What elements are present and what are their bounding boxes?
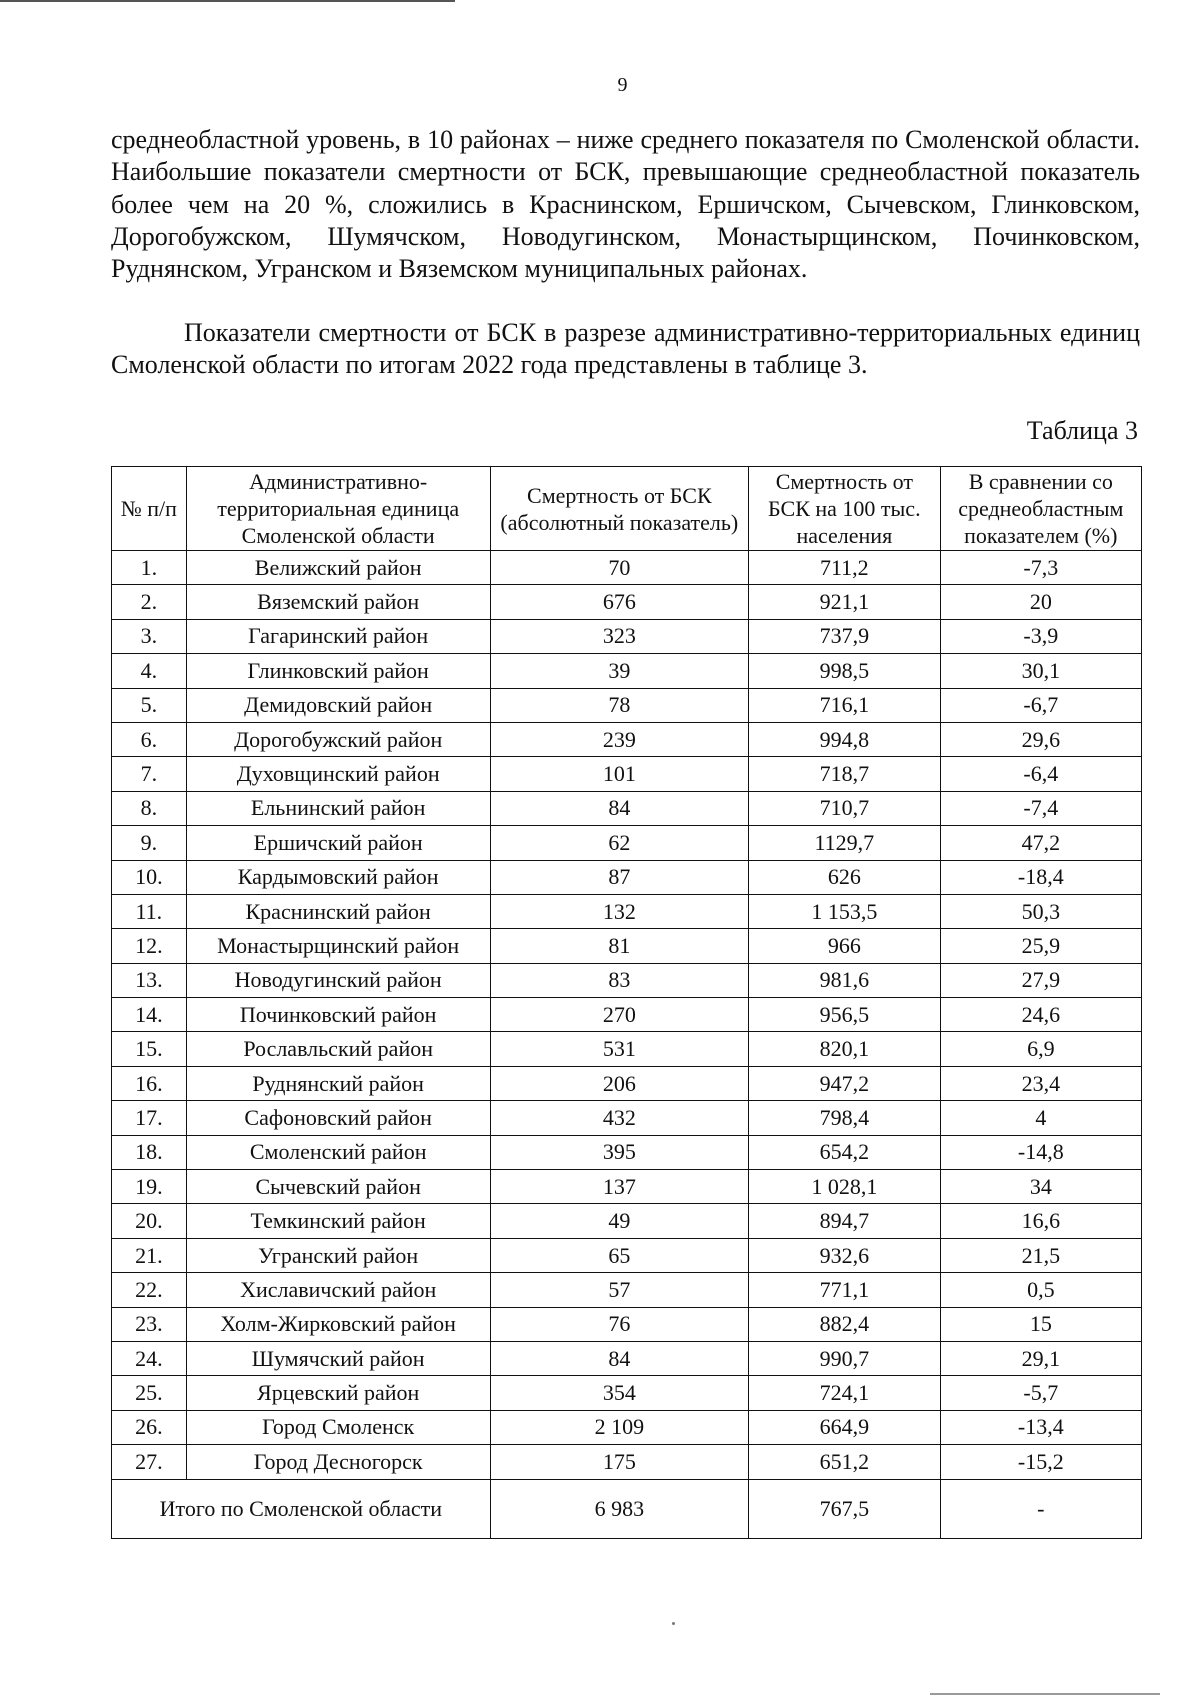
row-number: 19. [112,1170,187,1204]
row-comparison: -14,8 [940,1135,1141,1169]
row-number: 21. [112,1238,187,1272]
row-comparison: 20 [940,585,1141,619]
row-number: 17. [112,1101,187,1135]
row-mortality-rate: 994,8 [749,722,941,756]
mortality-table [111,466,1142,1539]
table-row [112,1445,1142,1479]
header-comparison: В сравнении со среднеобластным показателем (%) [940,467,1141,551]
row-absolute-mortality: 676 [490,585,748,619]
row-absolute-mortality: 39 [490,654,748,688]
table-row [112,585,1142,619]
row-absolute-mortality: 354 [490,1376,748,1410]
row-mortality-rate: 998,5 [749,654,941,688]
header-mortality-rate: Смертность от БСК на 100 тыс. населения [749,467,941,551]
row-comparison: 29,1 [940,1341,1141,1375]
row-number: 3. [112,619,187,653]
row-comparison: 34 [940,1170,1141,1204]
row-absolute-mortality: 132 [490,894,748,928]
row-comparison: 0,5 [940,1273,1141,1307]
row-territorial-unit: Вяземский район [186,585,490,619]
header-territorial-unit: Административно-территориальная единица Смоленской области [186,467,490,551]
row-territorial-unit: Починковский район [186,998,490,1032]
row-mortality-rate: 990,7 [749,1341,941,1375]
header-absolute-mortality: Смертность от БСК (абсолютный показатель) [490,467,748,551]
row-mortality-rate: 716,1 [749,688,941,722]
row-territorial-unit: Демидовский район [186,688,490,722]
table-body [112,551,1142,1480]
row-number: 5. [112,688,187,722]
row-absolute-mortality: 270 [490,998,748,1032]
table-row [112,1410,1142,1444]
scan-bottom-mark [930,1693,1160,1695]
table-row [112,894,1142,928]
row-number: 27. [112,1445,187,1479]
table-row [112,1273,1142,1307]
row-absolute-mortality: 432 [490,1101,748,1135]
table-row [112,860,1142,894]
row-absolute-mortality: 395 [490,1135,748,1169]
row-mortality-rate: 651,2 [749,1445,941,1479]
row-comparison: -18,4 [940,860,1141,894]
table-row [112,826,1142,860]
row-mortality-rate: 1129,7 [749,826,941,860]
row-absolute-mortality: 78 [490,688,748,722]
header-number: № п/п [112,467,187,551]
row-territorial-unit: Ярцевский район [186,1376,490,1410]
row-absolute-mortality: 81 [490,929,748,963]
row-absolute-mortality: 239 [490,722,748,756]
row-absolute-mortality: 65 [490,1238,748,1272]
row-territorial-unit: Краснинский район [186,894,490,928]
row-comparison: 27,9 [940,963,1141,997]
row-absolute-mortality: 175 [490,1445,748,1479]
row-number: 6. [112,722,187,756]
row-territorial-unit: Холм-Жирковский район [186,1307,490,1341]
row-mortality-rate: 947,2 [749,1066,941,1100]
row-absolute-mortality: 87 [490,860,748,894]
row-absolute-mortality: 70 [490,551,748,585]
row-mortality-rate: 894,7 [749,1204,941,1238]
row-mortality-rate: 711,2 [749,551,941,585]
table-row [112,654,1142,688]
table-row [112,963,1142,997]
total-label: Итого по Смоленской области [112,1479,491,1538]
row-number: 25. [112,1376,187,1410]
row-mortality-rate: 956,5 [749,998,941,1032]
row-territorial-unit: Ельнинский район [186,791,490,825]
row-number: 24. [112,1341,187,1375]
total-row [112,1479,1142,1538]
row-comparison: 25,9 [940,929,1141,963]
row-absolute-mortality: 531 [490,1032,748,1066]
row-absolute-mortality: 206 [490,1066,748,1100]
row-comparison: -7,3 [940,551,1141,585]
table-row [112,551,1142,585]
row-comparison: -5,7 [940,1376,1141,1410]
row-absolute-mortality: 137 [490,1170,748,1204]
total-comparison: - [940,1479,1141,1538]
table-row [112,1307,1142,1341]
row-territorial-unit: Ершичский район [186,826,490,860]
row-territorial-unit: Город Смоленск [186,1410,490,1444]
row-number: 1. [112,551,187,585]
row-comparison: 30,1 [940,654,1141,688]
row-mortality-rate: 724,1 [749,1376,941,1410]
row-comparison: 21,5 [940,1238,1141,1272]
row-number: 8. [112,791,187,825]
total-rate: 767,5 [749,1479,941,1538]
row-absolute-mortality: 2 109 [490,1410,748,1444]
row-number: 13. [112,963,187,997]
row-territorial-unit: Гагаринский район [186,619,490,653]
row-territorial-unit: Рославльский район [186,1032,490,1066]
page-number: 9 [617,74,628,96]
row-number: 23. [112,1307,187,1341]
table-row [112,1101,1142,1135]
row-territorial-unit: Монастырщинский район [186,929,490,963]
row-territorial-unit: Глинковский район [186,654,490,688]
row-territorial-unit: Кардымовский район [186,860,490,894]
row-mortality-rate: 882,4 [749,1307,941,1341]
scan-top-rule [0,0,455,2]
row-number: 18. [112,1135,187,1169]
table-row [112,929,1142,963]
table-row [112,722,1142,756]
row-comparison: 6,9 [940,1032,1141,1066]
row-mortality-rate: 932,6 [749,1238,941,1272]
row-comparison: -15,2 [940,1445,1141,1479]
table-row [112,998,1142,1032]
row-number: 22. [112,1273,187,1307]
row-number: 14. [112,998,187,1032]
row-territorial-unit: Угранский район [186,1238,490,1272]
row-absolute-mortality: 62 [490,826,748,860]
table-row [112,1135,1142,1169]
row-comparison: 50,3 [940,894,1141,928]
row-comparison: 4 [940,1101,1141,1135]
row-comparison: -13,4 [940,1410,1141,1444]
row-mortality-rate: 710,7 [749,791,941,825]
table-row [112,1066,1142,1100]
table-row [112,1341,1142,1375]
table-row [112,1204,1142,1238]
row-absolute-mortality: 57 [490,1273,748,1307]
scan-dot [672,1622,675,1625]
row-number: 2. [112,585,187,619]
row-absolute-mortality: 76 [490,1307,748,1341]
row-mortality-rate: 664,9 [749,1410,941,1444]
table-row [112,1032,1142,1066]
table-row [112,757,1142,791]
row-comparison: -6,4 [940,757,1141,791]
table-row [112,1376,1142,1410]
row-territorial-unit: Город Десногорск [186,1445,490,1479]
row-comparison: 16,6 [940,1204,1141,1238]
row-mortality-rate: 1 153,5 [749,894,941,928]
row-comparison: -7,4 [940,791,1141,825]
row-absolute-mortality: 84 [490,791,748,825]
table-row [112,1238,1142,1272]
total-absolute: 6 983 [490,1479,748,1538]
table-header-row [112,467,1142,551]
row-territorial-unit: Духовщинский район [186,757,490,791]
row-territorial-unit: Сафоновский район [186,1101,490,1135]
row-territorial-unit: Шумячский район [186,1341,490,1375]
row-absolute-mortality: 49 [490,1204,748,1238]
row-territorial-unit: Дорогобужский район [186,722,490,756]
row-comparison: 29,6 [940,722,1141,756]
row-mortality-rate: 981,6 [749,963,941,997]
row-mortality-rate: 966 [749,929,941,963]
row-comparison: 15 [940,1307,1141,1341]
row-territorial-unit: Темкинский район [186,1204,490,1238]
row-comparison: -3,9 [940,619,1141,653]
row-mortality-rate: 626 [749,860,941,894]
row-absolute-mortality: 101 [490,757,748,791]
row-mortality-rate: 798,4 [749,1101,941,1135]
row-absolute-mortality: 323 [490,619,748,653]
table-row [112,688,1142,722]
row-number: 26. [112,1410,187,1444]
row-number: 16. [112,1066,187,1100]
row-number: 12. [112,929,187,963]
paragraph-table-intro: Показатели смертности от БСК в разрезе административно-территориальных единиц Смоленской области по итогам 2022 года представлены в таблице 3. [111,318,1140,380]
table-row [112,619,1142,653]
row-number: 15. [112,1032,187,1066]
row-territorial-unit: Смоленский район [186,1135,490,1169]
row-mortality-rate: 921,1 [749,585,941,619]
row-territorial-unit: Сычевский район [186,1170,490,1204]
row-number: 9. [112,826,187,860]
row-number: 20. [112,1204,187,1238]
table-row [112,1170,1142,1204]
row-territorial-unit: Руднянский район [186,1066,490,1100]
row-comparison: -6,7 [940,688,1141,722]
row-territorial-unit: Новодугинский район [186,963,490,997]
row-mortality-rate: 654,2 [749,1135,941,1169]
row-mortality-rate: 737,9 [749,619,941,653]
row-number: 11. [112,894,187,928]
row-mortality-rate: 718,7 [749,757,941,791]
row-absolute-mortality: 83 [490,963,748,997]
row-comparison: 47,2 [940,826,1141,860]
table-caption: Таблица 3 [1026,416,1138,445]
row-mortality-rate: 820,1 [749,1032,941,1066]
row-mortality-rate: 771,1 [749,1273,941,1307]
paragraph-summary: среднеобластной уровень, в 10 районах – ниже среднего показателя по Смоленской области. Наибольшие показатели смертности от БСК, превышающие среднеобластной показатель более чем на 20 %, сложились в Краснинском, Ершичском, Сычевском, Глинковском, Дорогобужском, Шумячском, Новодугинском, Монастырщинском, Починковском, Руднянском, Угранском и Вяземском муниципальных районах. [111,125,1140,284]
row-territorial-unit: Хиславичский район [186,1273,490,1307]
row-number: 4. [112,654,187,688]
table-row [112,791,1142,825]
row-absolute-mortality: 84 [490,1341,748,1375]
row-number: 7. [112,757,187,791]
row-number: 10. [112,860,187,894]
row-territorial-unit: Велижский район [186,551,490,585]
row-mortality-rate: 1 028,1 [749,1170,941,1204]
row-comparison: 24,6 [940,998,1141,1032]
row-comparison: 23,4 [940,1066,1141,1100]
